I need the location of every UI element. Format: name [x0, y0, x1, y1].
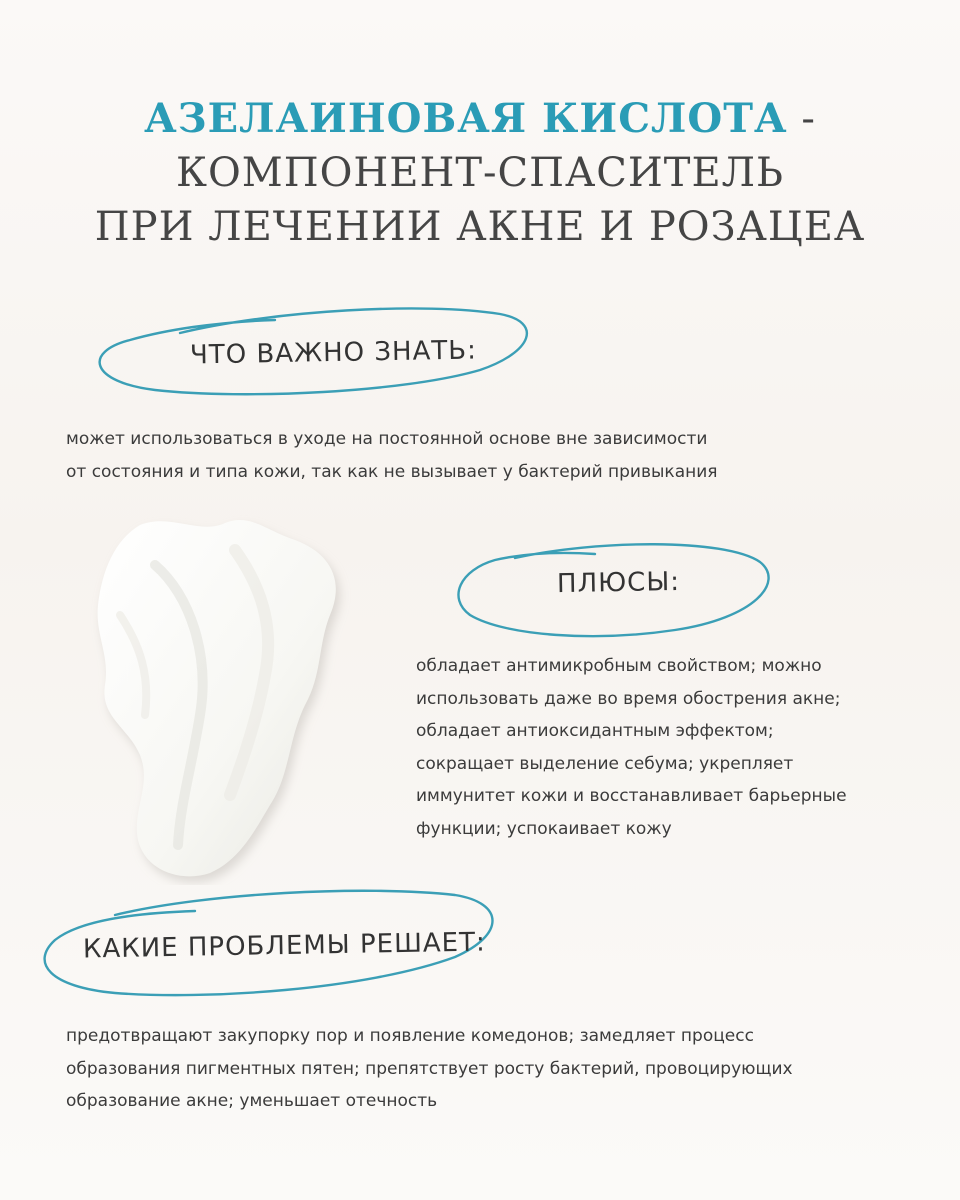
text-line: обладает антиоксидантным эффектом;: [416, 721, 774, 741]
text-line: образование акне; уменьшает отечность: [66, 1091, 438, 1111]
text-line: использовать даже во время обострения акне;: [416, 688, 841, 709]
text-line: образования пигментных пятен; препятствует росту бактерий, провоцирующих: [66, 1058, 793, 1079]
section-pros-text: [416, 650, 847, 845]
section-label-problems-text: КАКИЕ ПРОБЛЕМЫ РЕШАЕТ:: [82, 927, 486, 965]
section-label-pros-text: ПЛЮСЫ:: [556, 566, 681, 600]
section-problems-text: [66, 1020, 793, 1118]
title-line-1: [0, 92, 960, 146]
text-line: может использоваться в уходе на постоянной основе вне зависимости: [66, 429, 708, 449]
text-line: обладает антимикробным свойством; можно: [416, 656, 822, 676]
section-label-pros: [455, 540, 775, 645]
cream-smear-icon: [60, 505, 360, 885]
section-label-know-text: ЧТО ВАЖНО ЗНАТЬ:: [189, 335, 478, 371]
section-know-text: [66, 423, 718, 488]
text-line: сокращает выделение себума; укрепляет: [416, 753, 794, 774]
section-label-problems: [35, 885, 505, 1005]
title-line-3: ПРИ ЛЕЧЕНИИ АКНЕ И РОЗАЦЕА: [94, 204, 866, 250]
text-line: функции; успокаивает кожу: [416, 818, 672, 839]
text-line: предотвращают закупорку пор и появление комедонов; замедляет процесс: [66, 1026, 754, 1046]
title-line-2: КОМПОНЕНТ-СПАСИТЕЛЬ: [175, 150, 785, 196]
section-label-know: [85, 300, 535, 405]
title-accent: АЗЕЛАИНОВАЯ КИСЛОТА: [144, 95, 788, 142]
page-title: [0, 92, 960, 254]
text-line: от состояния и типа кожи, так как не вызывает у бактерий привыкания: [66, 461, 718, 482]
title-separator: -: [787, 96, 816, 142]
text-line: иммунитет кожи и восстанавливает барьерные: [416, 786, 847, 806]
